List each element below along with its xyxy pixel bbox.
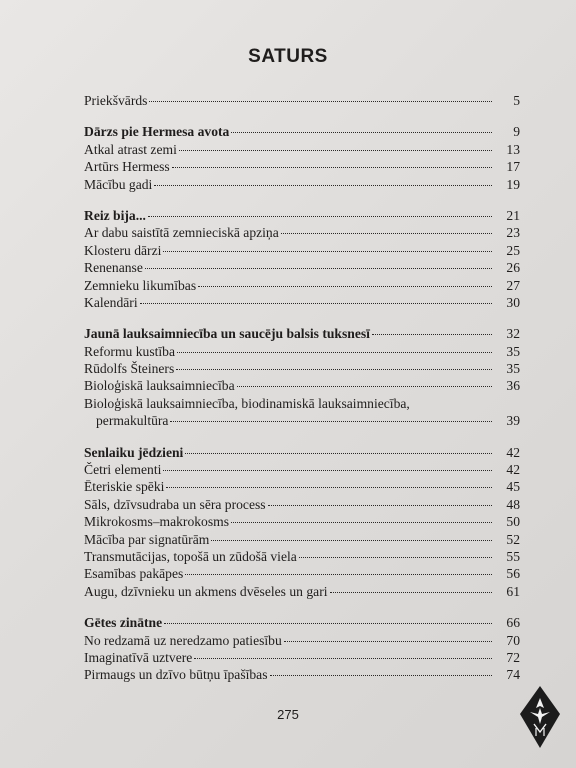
toc-page-number: 19 xyxy=(506,176,520,192)
toc-entry-title: Imaginatīvā uztvere xyxy=(84,649,193,665)
toc-section xyxy=(84,123,520,193)
dot-leader xyxy=(198,286,492,287)
toc-entry[interactable] xyxy=(84,224,520,241)
toc-page-number: 5 xyxy=(513,93,520,108)
dot-leader xyxy=(231,522,492,523)
dot-leader xyxy=(372,334,492,335)
toc-chapter-entry[interactable] xyxy=(84,325,520,342)
toc-page-number: 35 xyxy=(506,361,520,377)
toc-entry[interactable] xyxy=(84,294,520,311)
toc-entry-title: Sāls, dzīvsudraba un sēra process xyxy=(84,496,266,512)
toc-page-number: 52 xyxy=(506,531,520,547)
toc-entry-title: Klosteru dārzi xyxy=(84,242,162,258)
toc-entry-title: permakultūra xyxy=(96,413,169,429)
dot-leader xyxy=(284,641,492,642)
toc-entry-title: Ēteriskie spēki xyxy=(84,479,165,495)
toc-page-number: 27 xyxy=(506,277,520,293)
dot-leader xyxy=(176,369,492,370)
toc-page-number: 42 xyxy=(506,444,520,460)
toc-page-number: 55 xyxy=(506,548,520,564)
dot-leader xyxy=(299,557,492,558)
toc-entry-title: Renenanse xyxy=(84,260,143,276)
dot-leader xyxy=(231,132,492,133)
toc-page-number: 48 xyxy=(506,496,520,512)
dot-leader xyxy=(163,470,492,471)
toc-entry-title: Pirmaugs un dzīvo būtņu īpašības xyxy=(84,667,268,683)
toc-page-number: 26 xyxy=(506,260,520,276)
toc-page-number: 50 xyxy=(506,514,520,530)
toc-entry[interactable] xyxy=(84,649,520,666)
toc-page-number: 36 xyxy=(506,378,520,394)
toc-section xyxy=(84,444,520,601)
toc-entry-title: Zemnieku likumības xyxy=(84,277,197,293)
page-number: 275 xyxy=(277,707,299,722)
dot-leader xyxy=(177,352,492,353)
toc-entry[interactable] xyxy=(84,478,520,495)
dot-leader xyxy=(330,592,493,593)
toc-page-number: 42 xyxy=(506,462,520,478)
toc-chapter-entry[interactable] xyxy=(84,444,520,461)
dot-leader xyxy=(148,216,492,217)
toc-entry-title: Priekšvārds xyxy=(84,93,148,108)
toc-entry[interactable] xyxy=(84,259,520,276)
toc-entry-title: Esamības pakāpes xyxy=(84,566,184,582)
toc-section xyxy=(84,614,520,684)
dot-leader xyxy=(145,268,492,269)
toc-chapter-entry[interactable] xyxy=(84,123,520,140)
toc-section xyxy=(84,325,520,429)
toc-entry-title: Artūrs Hermess xyxy=(84,159,170,175)
publisher-emblem-icon xyxy=(518,684,562,750)
toc-entry-title: Gētes zinātne xyxy=(84,615,163,631)
toc-entry[interactable] xyxy=(84,531,520,548)
toc-entry-title: Bioloģiskā lauksaimniecība, biodinamiskā lauksaimniecība, xyxy=(84,395,410,411)
toc-page-number: 74 xyxy=(506,667,520,683)
toc-page-number: 39 xyxy=(506,413,520,429)
toc-page-number: 9 xyxy=(513,124,520,140)
toc-entry[interactable] xyxy=(84,277,520,294)
dot-leader xyxy=(166,487,492,488)
toc-chapter-entry[interactable] xyxy=(84,207,520,224)
toc-entry[interactable] xyxy=(84,158,520,175)
toc-chapter-entry[interactable] xyxy=(84,614,520,631)
toc-page-number: 25 xyxy=(506,242,520,258)
toc-page-number: 70 xyxy=(506,632,520,648)
toc-section xyxy=(84,207,520,311)
toc-entry[interactable] xyxy=(84,92,520,109)
dot-leader xyxy=(140,303,492,304)
toc-entry[interactable] xyxy=(84,583,520,600)
dot-leader xyxy=(149,101,492,102)
toc-entry[interactable] xyxy=(84,242,520,259)
toc-page-number: 61 xyxy=(506,583,520,599)
dot-leader xyxy=(237,386,492,387)
toc-entry-title: Dārzs pie Hermesa avota xyxy=(84,124,230,140)
dot-leader xyxy=(164,623,492,624)
toc-entry-title: Mācība par signatūrām xyxy=(84,531,210,547)
dot-leader xyxy=(163,251,492,252)
toc-page-number: 13 xyxy=(506,141,520,157)
toc-entry-title: Kalendāri xyxy=(84,294,138,310)
toc-section xyxy=(84,92,520,109)
toc-page-number: 23 xyxy=(506,225,520,241)
toc-entry[interactable] xyxy=(84,632,520,649)
dot-leader xyxy=(154,185,492,186)
toc-entry[interactable] xyxy=(84,513,520,530)
toc-entry[interactable] xyxy=(84,412,520,429)
dot-leader xyxy=(172,167,492,168)
toc-entry[interactable] xyxy=(84,548,520,565)
toc-entry-title: Reformu kustība xyxy=(84,343,175,359)
toc-entry-title: Mikrokosms–makrokosms xyxy=(84,514,230,530)
toc-entry-title: No redzamā uz neredzamo patiesību xyxy=(84,632,282,648)
dot-leader xyxy=(179,150,492,151)
toc-entry-title: Jaunā lauksaimniecība un saucēju balsis tuksnesī xyxy=(84,326,370,342)
dot-leader xyxy=(194,658,492,659)
dot-leader xyxy=(170,421,492,422)
toc-page-number: 32 xyxy=(506,326,520,342)
dot-leader xyxy=(185,574,492,575)
toc-entry-title: Reiz bija... xyxy=(84,207,146,223)
toc-page-number: 66 xyxy=(506,615,520,631)
toc-entry-title: Atkal atrast zemi xyxy=(84,141,177,157)
toc-entry-title: Senlaiku jēdzieni xyxy=(84,444,184,460)
dot-leader xyxy=(185,453,492,454)
toc-entry-title: Bioloģiskā lauksaimniecība xyxy=(84,378,235,394)
dot-leader xyxy=(270,675,492,676)
toc-entry-title: Mācību gadi xyxy=(84,176,153,192)
toc-entry[interactable] xyxy=(84,141,520,158)
toc-entry[interactable] xyxy=(84,666,520,683)
toc-entry[interactable] xyxy=(84,496,520,513)
toc-page-number: 45 xyxy=(506,479,520,495)
toc-entry[interactable] xyxy=(84,565,520,582)
table-of-contents xyxy=(84,92,520,698)
toc-page-number: 30 xyxy=(506,294,520,310)
dot-leader xyxy=(268,505,492,506)
toc-page-number: 56 xyxy=(506,566,520,582)
toc-entry[interactable] xyxy=(84,395,520,412)
dot-leader xyxy=(211,540,492,541)
toc-entry-title: Ar dabu saistītā zemnieciskā apziņa xyxy=(84,225,279,241)
toc-entry[interactable] xyxy=(84,176,520,193)
dot-leader xyxy=(281,233,492,234)
toc-entry-title: Transmutācijas, topošā un zūdošā viela xyxy=(84,548,297,564)
toc-page-number: 35 xyxy=(506,343,520,359)
toc-page-number: 17 xyxy=(506,159,520,175)
toc-entry[interactable] xyxy=(84,343,520,360)
toc-entry[interactable] xyxy=(84,461,520,478)
toc-entry[interactable] xyxy=(84,377,520,394)
toc-page-number: 21 xyxy=(506,207,520,223)
toc-entry-title: Rūdolfs Šteiners xyxy=(84,361,175,377)
toc-entry-title: Četri elementi xyxy=(84,462,162,478)
page-title: SATURS xyxy=(248,46,328,67)
toc-page-number: 72 xyxy=(506,649,520,665)
toc-entry[interactable] xyxy=(84,360,520,377)
toc-entry-title: Augu, dzīvnieku un akmens dvēseles un gari xyxy=(84,583,328,599)
